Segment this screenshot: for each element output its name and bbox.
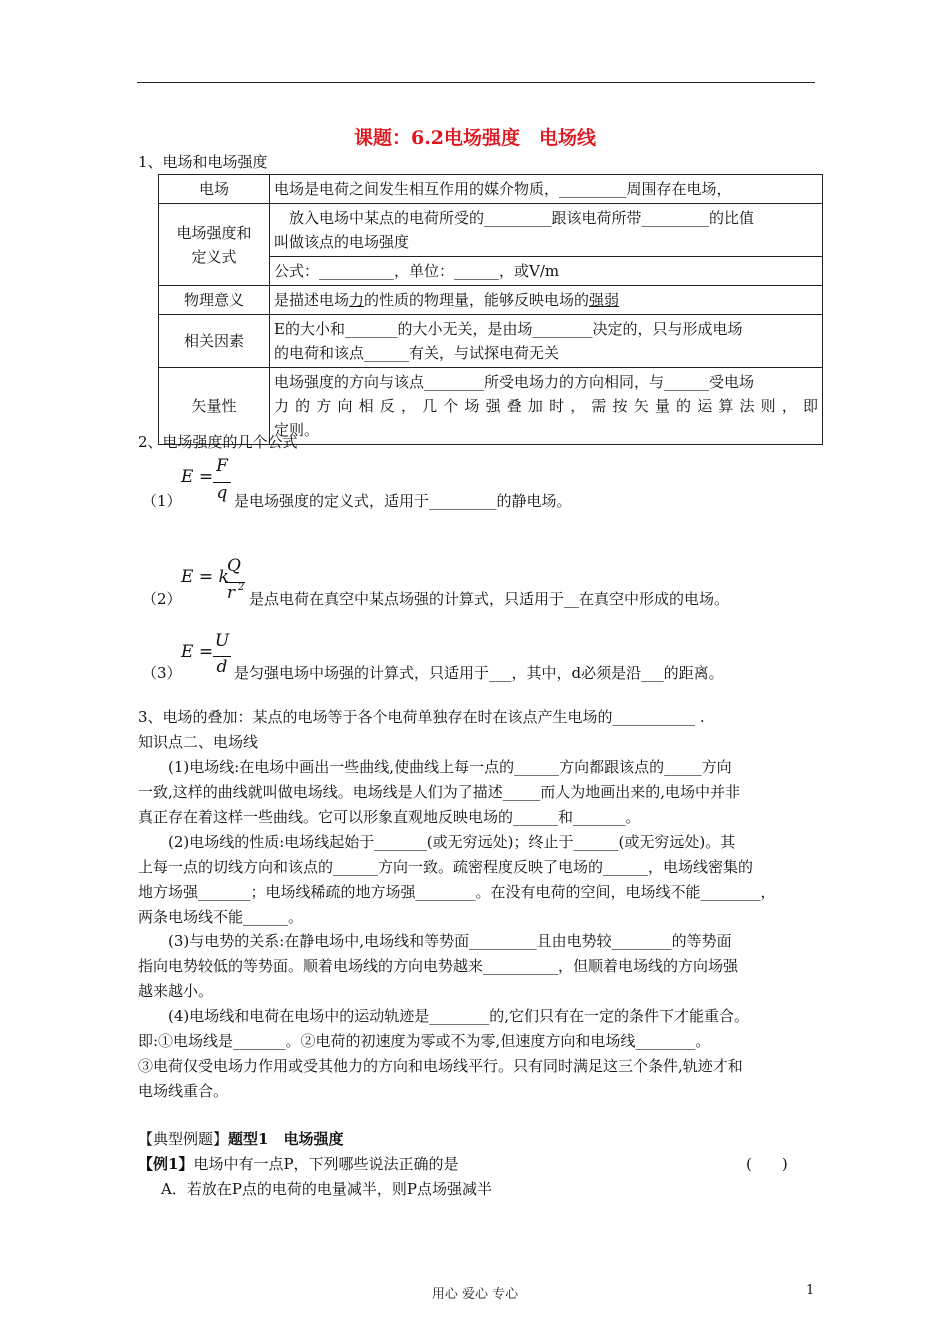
- page-number: 1: [806, 1283, 815, 1298]
- table-row: [159, 175, 823, 204]
- table-row: [159, 204, 823, 257]
- document-page: 课题：6.2电场强度 电场线 1、电场和电场强度 电场 电场是电荷之间发生相互作用的媒介物质，_________周围存在电场， 电场强度和 定义式 放入电场中某点的电荷所受的_________跟该电荷所带_________的比值 叫做该点的电场强度 公式：__________，单位：______，或V/m 物理意义 是描述电场力的性质的物理量，能够反映电场的强弱 相关因素 E的大小和_______的大小无关，是由场________决定的，只与形成电场 的电荷和该点______有关，与试探电荷无关 矢量性 电场强度的方向与该点________所受电场力的方向相同，与______受电场 力的方向相反，几个场强叠加时，需按矢量的运算法则，即 定则。 2、电场强度的几个公式 E = F q （1） 是电场强度的定义式，适用于_________的静电场。 E = k Q r 2 （2） 是点电荷在真空中某点场强的计算式，只适用于__在真空中形成的电场。 E = U d （3） 是匀强电场中场强的计算式，只适用于___，其中，d必须是沿___的距离。 3、电场的叠加：某点的电场等于各个电荷单独存在时在该点产生电场的___________ . 知识点二、电场线 (1)电场线:在电场中画出一些曲线,使曲线上每一点的______方向都跟该点的_____方向 一致,这样的曲线就叫做电场线。电场线是人们为了描述_____而人为地画出来的,电场中并非 真正存在着这样一些曲线。它可以形象直观地反映电场的______和_______。 (2)电场线的性质:电场线起始于_______(或无穷远处)；终止于______(或无穷远处)。其 上每一点的切线方向和该点的______方向一致。疏密程度反映了电场的______，电场线密集的 地方场强_______；电场线稀疏的地方场强________。在没有电荷的空间，电场线不能________， 两条电场线不能______。 (3)与电势的关系:在静电场中,电场线和等势面_________且由电势较________的等势面 指向电势较低的等势面。顺着电场线的方向电势越来__________，但顺着电场线的方向场强 越来越小。 (4)电场线和电荷在电场中的运动轨迹是________的,它们只有在一定的条件下才能重合。 即:①电场线是_______。②电荷的初速度为零或不为零,但速度方向和电场线________。 ③电荷仅受电场力作用或受其他力的方向和电场线平行。只有同时满足这三个条件,轨迹才和 电场线重合。 【典型例题】题型1 电场强度 【例1】电场中有一点P，下列哪些说法正确的是 ( ) A．若放在P点的电荷的电量减半，则P点场强减半 用心 爱心 专心 1: [0, 0, 950, 1344]
- row-text: 电场强度的方向与该点________所受电场力的方向相同，与______受电场 力的方向相反，几个场强叠加时，需按矢量的运算法则，即 定则。: [270, 368, 823, 445]
- row-label: 矢量性: [159, 368, 270, 445]
- formula-index: （3）: [142, 664, 182, 682]
- example-1-question: 【例1】电场中有一点P，下列哪些说法正确的是: [138, 1155, 459, 1173]
- row-text: 放入电场中某点的电荷所受的_________跟该电荷所带_________的比值 叫做该点的电场强度: [270, 204, 823, 257]
- field-strength-table: [158, 174, 823, 445]
- section-2-heading: 2、电场强度的几个公式: [138, 433, 298, 451]
- knowledge-point-2-heading: 知识点二、电场线: [138, 733, 259, 751]
- formula-index: （1）: [142, 492, 182, 510]
- row-text: 是描述电场力的性质的物理量，能够反映电场的强弱: [270, 286, 823, 315]
- row-text: 电场是电荷之间发生相互作用的媒介物质，_________周围存在电场，: [270, 175, 823, 204]
- formula-description: 是匀强电场中场强的计算式，只适用于___，其中，d必须是沿___的距离。: [234, 664, 724, 682]
- table-row: [159, 315, 823, 368]
- section-3-text: 3、电场的叠加：某点的电场等于各个电荷单独存在时在该点产生电场的___________ .: [138, 708, 705, 726]
- row-text: 公式：__________，单位：______，或V/m: [270, 257, 823, 286]
- page-footer: 用心 爱心 专心: [431, 1287, 519, 1302]
- formula-description: 是电场强度的定义式，适用于_________的静电场。: [234, 492, 572, 510]
- section-1-heading: 1、电场和电场强度: [138, 153, 268, 171]
- page-title: 课题：6.2电场强度 电场线: [353, 127, 597, 149]
- row-label: 电场强度和 定义式: [159, 204, 270, 286]
- option-a: A．若放在P点的电荷的电量减半，则P点场强减半: [161, 1180, 493, 1198]
- row-text: E的大小和_______的大小无关，是由场________决定的，只与形成电场 的电荷和该点______有关，与试探电荷无关: [270, 315, 823, 368]
- example-section-heading: 【典型例题】题型1 电场强度: [138, 1130, 344, 1148]
- formula-index: （2）: [142, 590, 182, 608]
- header-rule: [137, 82, 815, 83]
- table-row: [159, 286, 823, 315]
- row-label: 电场: [159, 175, 270, 204]
- formula-description: 是点电荷在真空中某点场强的计算式，只适用于__在真空中形成的电场。: [249, 590, 730, 608]
- row-label: 物理意义: [159, 286, 270, 315]
- row-label: 相关因素: [159, 315, 270, 368]
- answer-blank: ( ): [746, 1155, 788, 1173]
